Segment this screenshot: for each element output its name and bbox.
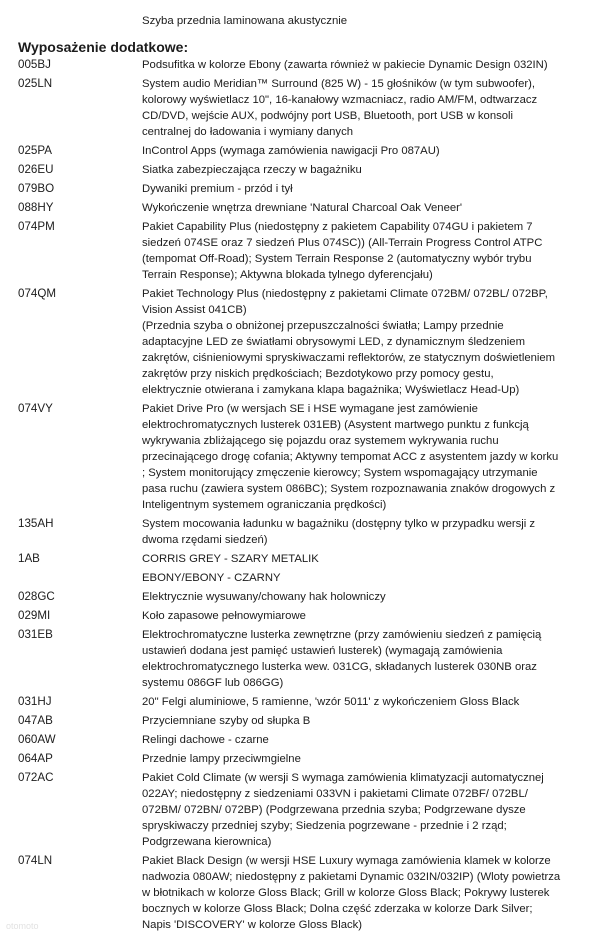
equipment-row	[0, 608, 612, 627]
description-line: siedzeń 074SE oraz 7 siedzeń Plus 074SC)) (All-Terrain Progress Control ATPC	[142, 237, 543, 249]
equipment-row	[0, 143, 612, 162]
equipment-row	[0, 76, 612, 143]
equipment-row	[0, 57, 612, 76]
description-line: 072BM/ 072BN/ 072BP) (Podgrzewana przednia szyba; Podgrzewane dysze	[142, 804, 526, 816]
equipment-row	[0, 589, 612, 608]
description-line: Relingi dachowe - czarne	[142, 734, 269, 746]
option-description	[142, 570, 582, 586]
description-line: wykrywania zbliżającego się pojazdu oraz systemem wykrywania ruchu	[142, 435, 499, 447]
description-line: przecinającego drogę cofania; Aktywny tempomat ACC z asystentem jazdy w korku	[142, 451, 559, 463]
option-description	[142, 732, 582, 748]
equipment-row	[0, 162, 612, 181]
description-line: elektrycznie otwierana i zamykana klapa bagażnika; Wyświetlacz Head-Up)	[142, 384, 520, 396]
watermark-text: otomoto	[6, 921, 39, 931]
equipment-list	[0, 57, 612, 936]
description-line: InControl Apps (wymaga zamówienia nawigacji Pro 087AU)	[142, 145, 440, 157]
equipment-row	[0, 570, 612, 589]
option-code: 047AB	[18, 714, 53, 727]
option-code: 088HY	[18, 201, 54, 214]
equipment-row	[0, 770, 612, 853]
description-line: ; System monitorujący zmęczenie kierowcy; System wspomagający utrzymanie	[142, 467, 538, 479]
option-description	[142, 713, 582, 729]
option-code: 135AH	[18, 517, 54, 530]
option-code: 064AP	[18, 752, 53, 765]
option-code: 079BO	[18, 182, 55, 195]
description-line: dwoma rzędami siedzeń)	[142, 534, 268, 546]
option-description	[142, 770, 582, 850]
description-line: 022AY; niedostępny z siedzeniami 033VN i pakietami Climate 072BF/ 072BL/	[142, 788, 528, 800]
option-description	[142, 143, 582, 159]
equipment-row	[0, 181, 612, 200]
equipment-row	[0, 732, 612, 751]
option-description	[142, 751, 582, 767]
option-code: 072AC	[18, 771, 54, 784]
description-line: Vision Assist 041CB)	[142, 304, 247, 316]
description-line: spryskiwaczy przedniej szyby; Siedzenia pogrzewane - przednie i 2 rząd;	[142, 820, 507, 832]
description-line: 20" Felgi aluminiowe, 5 ramienne, 'wzór 5011' z wykończeniem Gloss Black	[142, 696, 520, 708]
description-line: Pakiet Black Design (w wersji HSE Luxury wymaga zamówienia klamek w kolorze	[142, 855, 551, 867]
equipment-row	[0, 219, 612, 286]
option-code: 074LN	[18, 854, 53, 867]
equipment-row	[0, 853, 612, 936]
equipment-row	[0, 401, 612, 516]
description-line: w błotnikach w kolorze Gloss Black; Grill w kolorze Gloss Black; Pokrywy lusterek	[142, 887, 550, 899]
description-line: Podsufitka w kolorze Ebony (zawarta również w pakiecie Dynamic Design 032IN)	[142, 59, 548, 71]
description-line: Przednie lampy przeciwmgielne	[142, 753, 301, 765]
description-line: ustawień dodana jest pamięć ustawień lusterek) (wymagają zamówienia	[142, 645, 503, 657]
equipment-row	[0, 713, 612, 732]
option-code: 060AW	[18, 733, 56, 746]
description-line: Pakiet Cold Climate (w wersji S wymaga zamówienia klimatyzacji automatycznej	[142, 772, 544, 784]
description-line: Pakiet Technology Plus (niedostępny z pakietami Climate 072BM/ 072BL/ 072BP,	[142, 288, 548, 300]
option-code: 074QM	[18, 287, 57, 300]
description-line: bocznych w kolorze Gloss Black; Dolna część zderzaka w kolorze Dark Silver;	[142, 903, 533, 915]
description-line: elektrochromatycznego lusterka wew. 031CG, składanych lusterek 030NB oraz	[142, 661, 537, 673]
option-code: 074PM	[18, 220, 55, 233]
description-line: Dywaniki premium - przód i tył	[142, 183, 293, 195]
equipment-row	[0, 286, 612, 401]
description-line: (Przednia szyba o obniżonej przepuszczalności światła; Lampy przednie	[142, 320, 504, 332]
equipment-row	[0, 627, 612, 694]
option-description	[142, 286, 582, 398]
description-line: kolorowy wyświetlacz 10", 16-kanałowy wzmacniacz, radio AM/FM, odtwarzacz	[142, 94, 538, 106]
option-description	[142, 401, 582, 513]
option-code: 1AB	[18, 552, 40, 565]
option-description	[142, 76, 582, 140]
description-line: systemu 086GF lub 086GG)	[142, 677, 284, 689]
option-description	[142, 627, 582, 691]
description-line: nadwozia 080AW; niedostępny z pakietami Dynamic 032IN/032IP) (Wloty powietrza	[142, 871, 561, 883]
equipment-row	[0, 751, 612, 770]
description-line: (tempomat Off-Road); System Terrain Response 2 (automatyczny wybór trybu	[142, 253, 532, 265]
option-description	[142, 162, 582, 178]
description-line: Elektrochromatyczne lusterka zewnętrzne (przy zamówieniu siedzeń z pamięcią	[142, 629, 542, 641]
option-code: 005BJ	[18, 58, 51, 71]
description-line: Inteligentnym systemem ograniczania prędkości)	[142, 499, 387, 511]
description-line: centralnej do ładowania i wymiany danych	[142, 126, 353, 138]
description-line: Pakiet Capability Plus (niedostępny z pakietem Capability 074GU i pakietem 7	[142, 221, 533, 233]
description-line: pasa ruchu (zawiera system 086BC); System rozpoznawania znaków drogowych z	[142, 483, 556, 495]
description-line: adaptacyjne LED ze światłami obrysowymi LED, z dynamicznym śledzeniem	[142, 336, 525, 348]
option-description	[142, 853, 582, 933]
description-line: CORRIS GREY - SZARY METALIK	[142, 553, 319, 565]
option-description	[142, 516, 582, 548]
option-code: 031HJ	[18, 695, 52, 708]
top-line-text: Szyba przednia laminowana akustycznie	[142, 15, 348, 27]
description-line: Siatka zabezpieczająca rzeczy w bagażniku	[142, 164, 362, 176]
option-code: 025PA	[18, 144, 52, 157]
description-line: Przyciemniane szyby od słupka B	[142, 715, 311, 727]
description-line: Wykończenie wnętrza drewniane 'Natural Charcoal Oak Veneer'	[142, 202, 463, 214]
option-description	[142, 219, 582, 283]
description-line: Napis 'DISCOVERY' w kolorze Gloss Black)	[142, 919, 363, 931]
option-description	[142, 608, 582, 624]
description-line: System mocowania ładunku w bagażniku (dostępny tylko w przypadku wersji z	[142, 518, 536, 530]
description-line: Terrain Response); Aktywna blokada tylnego dyferencjału)	[142, 269, 433, 281]
equipment-row	[0, 200, 612, 219]
description-line: Podgrzewana kierownica)	[142, 836, 272, 848]
description-line: zakrętów przy niskich prędkościach; Bezdotykowo przy pomocy gestu,	[142, 368, 494, 380]
description-line: elektrochromatycznych lusterek 031EB) (Asystent martwego punktu z funkcją	[142, 419, 529, 431]
option-code: 025LN	[18, 77, 53, 90]
option-code: 026EU	[18, 163, 54, 176]
option-description	[142, 694, 582, 710]
option-description	[142, 181, 582, 197]
description-line: System audio Meridian™ Surround (825 W) - 15 głośników (w tym subwoofer),	[142, 78, 536, 90]
option-description	[142, 57, 582, 73]
equipment-row	[0, 516, 612, 551]
option-code: 029MI	[18, 609, 51, 622]
description-line: EBONY/EBONY - CZARNY	[142, 572, 281, 584]
option-code: 074VY	[18, 402, 53, 415]
option-description	[142, 200, 582, 216]
option-description	[142, 589, 582, 605]
equipment-row	[0, 551, 612, 570]
description-line: Koło zapasowe pełnowymiarowe	[142, 610, 306, 622]
equipment-row	[0, 694, 612, 713]
option-description	[142, 551, 582, 567]
description-line: Pakiet Drive Pro (w wersjach SE i HSE wymagane jest zamówienie	[142, 403, 478, 415]
description-line: zakrętów, ciśnieniowymi spryskiwaczami reflektorów, ze statycznym doświetleniem	[142, 352, 556, 364]
description-line: CD/DVD, wejście AUX, podwójny port USB, Bluetooth, port USB w konsoli	[142, 110, 514, 122]
option-code: 031EB	[18, 628, 53, 641]
section-heading: Wyposażenie dodatkowe:	[18, 39, 189, 55]
description-line: Elektrycznie wysuwany/chowany hak holowniczy	[142, 591, 386, 603]
option-code: 028GC	[18, 590, 55, 603]
